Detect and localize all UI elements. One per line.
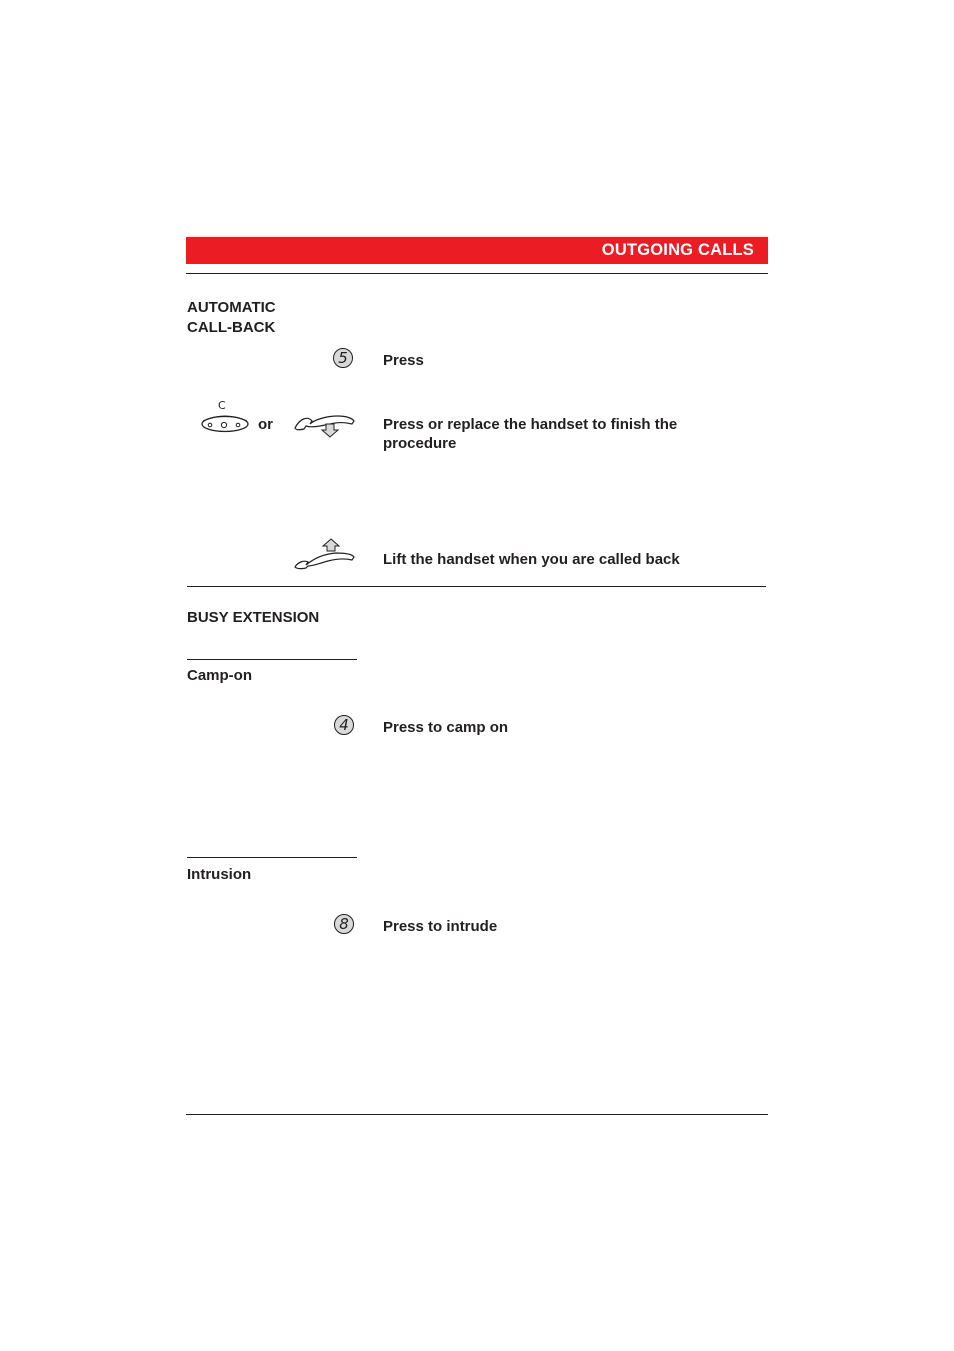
footer-divider	[186, 1114, 768, 1115]
section-title: OUTGOING CALLS	[601, 241, 754, 259]
step-replace-handset: Press or replace the handset to finish the procedure	[383, 416, 678, 452]
header-divider	[186, 273, 768, 274]
clear-key-label: C	[218, 399, 226, 412]
digit-key-5[interactable]: 5	[333, 348, 353, 368]
campon-title: Camp-on	[187, 667, 252, 684]
clear-key-icon[interactable]	[200, 399, 250, 435]
step-press: Press	[383, 352, 424, 369]
intrusion-title: Intrusion	[187, 866, 252, 883]
or-label: or	[258, 416, 273, 433]
digit-key-8[interactable]: 8	[334, 914, 354, 934]
step-camp-on: Press to camp on	[383, 719, 509, 736]
lift-handset-icon[interactable]	[292, 538, 356, 572]
digit-key-4[interactable]: 4	[334, 715, 354, 735]
callback-heading	[187, 298, 276, 338]
replace-handset-icon[interactable]	[292, 408, 356, 440]
callback-heading-line1: AUTOMATIC	[187, 299, 276, 316]
callback-heading-line2: CALL-BACK	[187, 319, 276, 336]
step-intrude: Press to intrude	[383, 918, 498, 935]
intrusion-divider	[187, 857, 357, 858]
campon-divider	[187, 659, 357, 660]
section-divider	[187, 586, 766, 587]
section-banner	[186, 237, 768, 264]
busy-heading: BUSY EXTENSION	[187, 609, 320, 626]
step-lift-handset: Lift the handset when you are called back	[383, 551, 680, 568]
